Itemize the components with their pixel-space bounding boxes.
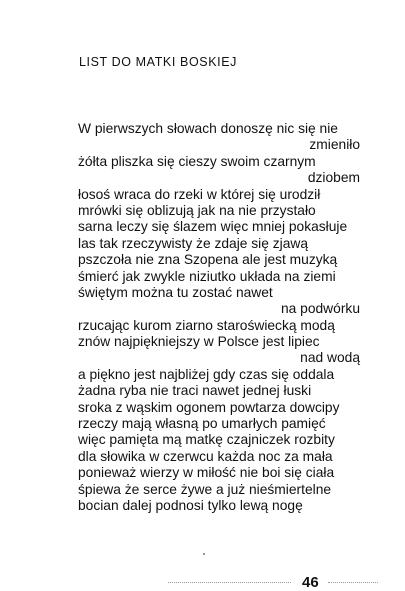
poem-line: sroka z wąskim ogonem powtarza dowcipy xyxy=(78,399,340,415)
poem-line: ponieważ wierzy w miłość nie boi się ciała xyxy=(78,465,335,481)
page-number: 46 xyxy=(302,574,319,591)
poem-title: LIST DO MATKI BOSKIEJ xyxy=(79,55,238,69)
poem-line: las tak rzeczywisty że zdaje się zjawą xyxy=(78,235,309,251)
poem-line: mrówki się oblizują jak na nie przystało xyxy=(78,202,316,218)
poem-line: żółta pliszka się cieszy swoim czarnym xyxy=(78,153,316,169)
poem-line: rzeczy mają własną po umarłych pamięć xyxy=(78,416,326,432)
poem-line: dla słowika w czerwcu każda noc za mała xyxy=(78,448,333,464)
poem-line: znów najpiękniejszy w Polsce jest lipiec xyxy=(78,334,320,350)
poem-line: a piękno jest najbliżej gdy czas się oddala xyxy=(78,366,335,382)
poem-body xyxy=(78,121,360,514)
poem-line: żadna ryba nie traci nawet jednej łuski xyxy=(78,383,312,399)
paper-speck xyxy=(203,553,205,555)
footer-rule-left xyxy=(168,582,291,583)
poem-line: łosoś wraca do rzeki w której się urodził xyxy=(78,186,321,202)
poem-line: rzucając kurom ziarno staroświecką modą xyxy=(78,317,335,333)
poem-line: W pierwszych słowach donoszę nic się nie xyxy=(78,121,338,136)
poem-line: więc pamięta mą matkę czajniczek rozbity xyxy=(78,432,335,448)
poem-line: zmieniło xyxy=(309,137,360,153)
poem-line: dziobem xyxy=(307,170,360,186)
poem-line: świętym można tu zostać nawet xyxy=(78,284,273,300)
poem-line: śpiewa że serce żywe a już nieśmiertelne xyxy=(78,481,332,497)
poem-line: pszczoła nie zna Szopena ale jest muzyką xyxy=(78,252,338,268)
poem-line: sarna leczy się ślazem więc mniej pokasłuje xyxy=(78,219,348,235)
poem-line: bocian dalej podnosi tylko lewą nogę xyxy=(78,497,303,513)
poem-line: śmierć jak zwykle niziutko układa na ziemi xyxy=(78,268,336,284)
poem-line: nad wodą xyxy=(300,350,360,366)
footer-rule-right xyxy=(328,582,378,583)
poem-line: na podwórku xyxy=(280,301,360,317)
